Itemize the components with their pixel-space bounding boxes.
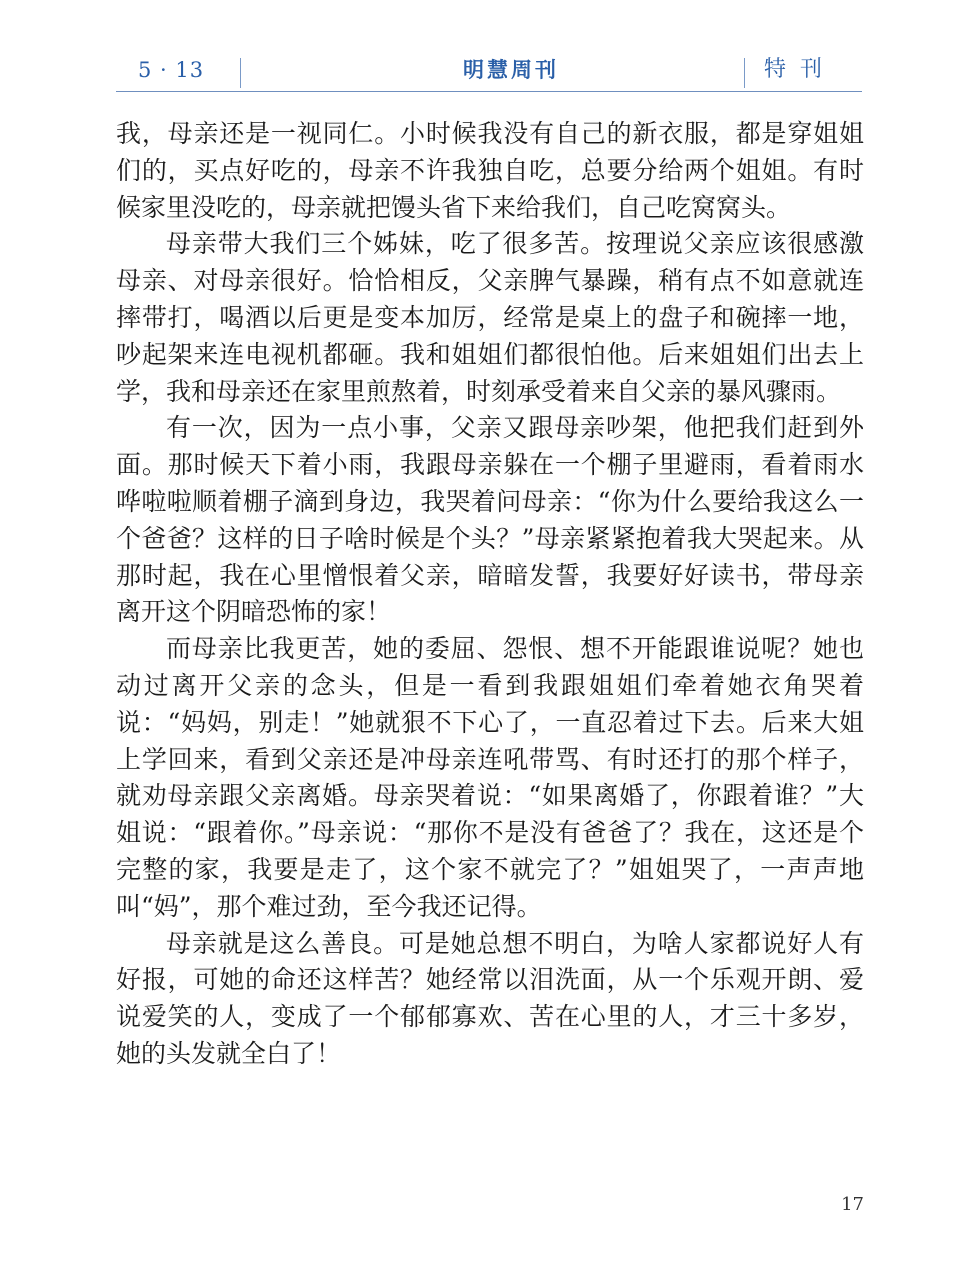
article-body — [116, 116, 864, 1073]
header-divider — [744, 58, 745, 88]
publication-title: 明慧周刊 — [463, 57, 559, 82]
paragraph: 母亲带大我们三个姊妹，吃了很多苦。按理说父亲应该很感激母亲、对母亲很好。恰恰相反，父亲脾气暴躁，稍有点不如意就连摔带打，喝酒以后更是变本加厉，经常是桌上的盘子和碗摔一地，吵起架来连电视机都砸。我和姐姐们都很怕他。后来姐姐们出去上学，我和母亲还在家里煎熬着，时刻承受着来自父亲的暴风骤雨。 — [116, 229, 864, 406]
paragraph: 我，母亲还是一视同仁。小时候我没有自己的新衣服，都是穿姐姐们的，买点好吃的，母亲不许我独自吃，总要分给两个姐姐。有时候家里没吃的，母亲就把馒头省下来给我们，自己吃窝窝头。 — [116, 119, 864, 222]
section-label: 特刊 — [764, 57, 837, 82]
paragraph: 而母亲比我更苦，她的委屈、怨恨、想不开能跟谁说呢？她也动过离开父亲的念头，但是一看到我跟姐姐们牵着她衣角哭着说：“妈妈，别走！”她就狠不下心了，一直忍着过下去。后来大姐上学回来，看到父亲还是冲母亲连吼带骂、有时还打的那个样子，就劝母亲跟父亲离婚。母亲哭着说：“如果离婚了，你跟着谁？”大姐说：“跟着你。”母亲说：“那你不是没有爸爸了？我在，这还是个完整的家，我要是走了，这个家不就完了？”姐姐哭了，一声声地叫“妈”，那个难过劲，至今我还记得。 — [116, 634, 864, 921]
page-header — [116, 52, 862, 92]
header-divider — [240, 58, 241, 88]
paragraph: 有一次，因为一点小事，父亲又跟母亲吵架，他把我们赶到外面。那时候天下着小雨，我跟母亲躲在一个棚子里避雨，看着雨水哗啦啦顺着棚子滴到身边，我哭着问母亲：“你为什么要给我这么一个爸爸？这样的日子啥时候是个头？”母亲紧紧抱着我大哭起来。从那时起，我在心里憎恨着父亲，暗暗发誓，我要好好读书，带母亲离开这个阴暗恐怖的家！ — [116, 413, 864, 627]
paragraph: 母亲就是这么善良。可是她总想不明白，为啥人家都说好人有好报，可她的命还这样苦？她经常以泪洗面，从一个乐观开朗、爱说爱笑的人，变成了一个郁郁寡欢、苦在心里的人，才三十多岁，她的头发就全白了！ — [116, 928, 864, 1068]
header-rule — [116, 91, 862, 92]
issue-date: 5 · 13 — [138, 58, 205, 82]
page-number: 17 — [841, 1194, 864, 1215]
